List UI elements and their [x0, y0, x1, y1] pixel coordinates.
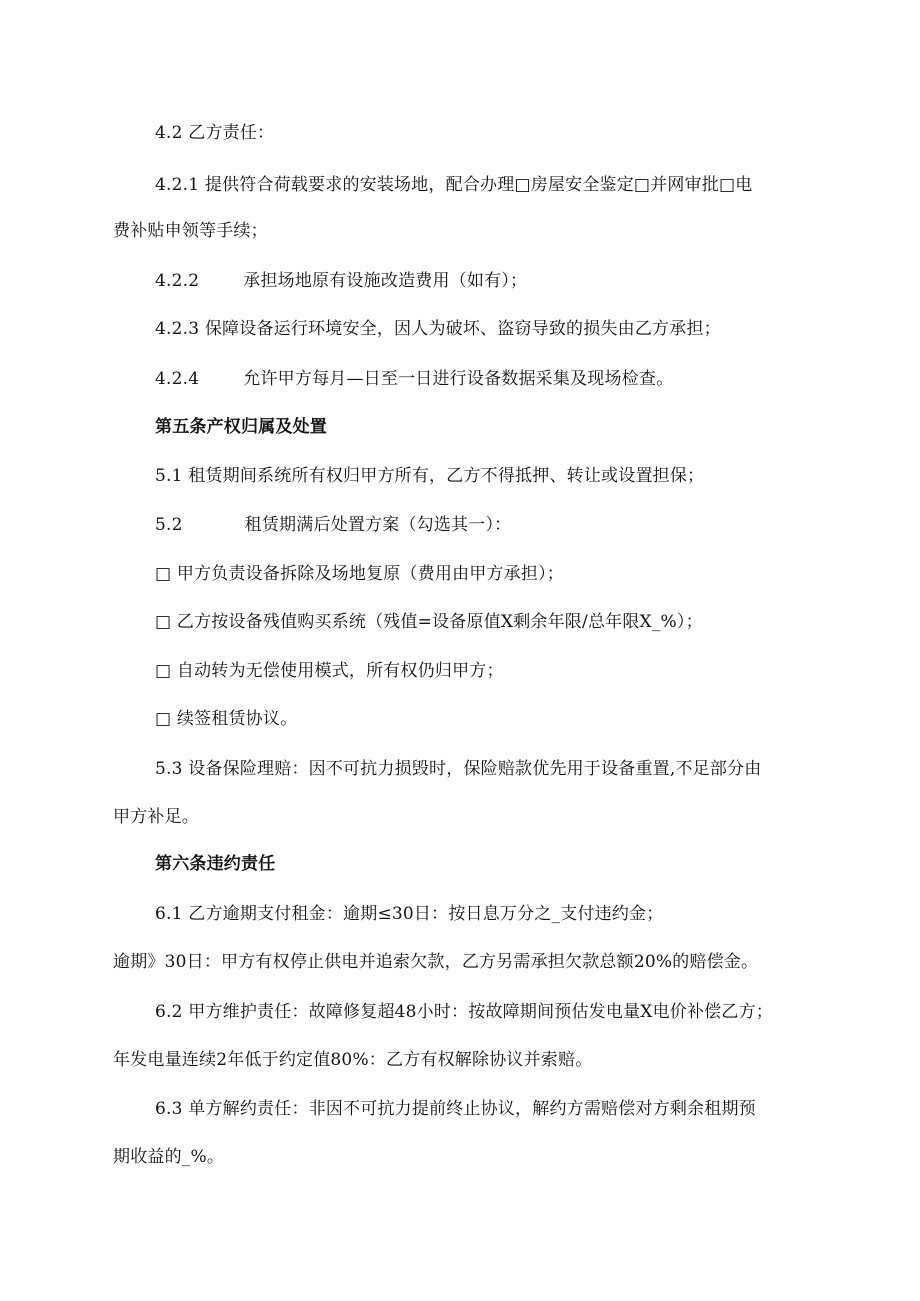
clause-6-1-line1: 6.1 乙方逾期支付租金：逾期≤30日：按日息万分之_支付违约金； — [155, 904, 664, 924]
clause-5-3-line2: 甲方补足。 — [113, 807, 199, 827]
clause-4-2-2-number: 4.2.2 — [155, 271, 200, 291]
clause-6-3-line1: 6.3 单方解约责任：非因不可抗力提前终止协议，解约方需赔偿对方剩余租期预 — [155, 1099, 756, 1119]
clause-6-2-line1: 6.2 甲方维护责任：故障修复超48小时：按故障期间预估发电量X电价补偿乙方； — [155, 1002, 773, 1022]
clause-5-3-line1: 5.3 设备保险理赔：因不可抗力损毁时，保险赔款优先用于设备重置,不足部分由 — [155, 759, 762, 779]
option-a: □ 甲方负责设备拆除及场地复原（费用由甲方承担）； — [155, 564, 564, 584]
clause-4-2-2-text: 承担场地原有设施改造费用（如有）； — [243, 271, 528, 291]
clause-6-1-line2: 逾期》30日：甲方有权停止供电并追索欠款，乙方另需承担欠款总额20%的赔偿金。 — [113, 952, 759, 972]
clause-5-2-text: 租赁期满后处置方案（勾选其一）： — [244, 515, 512, 535]
clause-4-2-4-number: 4.2.4 — [155, 369, 200, 389]
clause-4-2-1-line2: 费补贴申领等手续； — [113, 221, 268, 241]
article-6-heading: 第六条违约责任 — [155, 854, 276, 874]
clause-6-2-line2: 年发电量连续2年低于约定值80%：乙方有权解除协议并索赔。 — [113, 1050, 593, 1070]
clause-4-2-1-line1: 4.2.1 提供符合荷载要求的安装场地，配合办理□房屋安全鉴定□并网审批□电 — [155, 175, 753, 195]
option-b: □ 乙方按设备残值购买系统（残值=设备原值X剩余年限/总年限X_%）； — [155, 612, 703, 632]
clause-4-2-3: 4.2.3 保障设备运行环境安全，因人为破坏、盗窃导致的损失由乙方承担； — [155, 319, 721, 339]
clause-4-2-4-text: 允许甲方每月—日至一日进行设备数据采集及现场检查。 — [243, 369, 674, 389]
section-4-2-heading: 4.2 乙方责任： — [155, 123, 275, 143]
option-d: □ 续签租赁协议。 — [155, 709, 298, 729]
clause-5-2 — [155, 514, 511, 536]
article-5-heading: 第五条产权归属及处置 — [155, 417, 327, 437]
clause-5-1: 5.1 租赁期间系统所有权归甲方所有，乙方不得抵押、转让或设置担保； — [155, 466, 705, 486]
clause-5-2-number: 5.2 — [155, 515, 183, 535]
option-c: □ 自动转为无偿使用模式，所有权仍归甲方； — [155, 661, 504, 681]
clause-6-3-line2: 期收益的_%。 — [113, 1147, 225, 1167]
clause-4-2-4 — [155, 368, 673, 390]
clause-4-2-2 — [155, 270, 527, 292]
